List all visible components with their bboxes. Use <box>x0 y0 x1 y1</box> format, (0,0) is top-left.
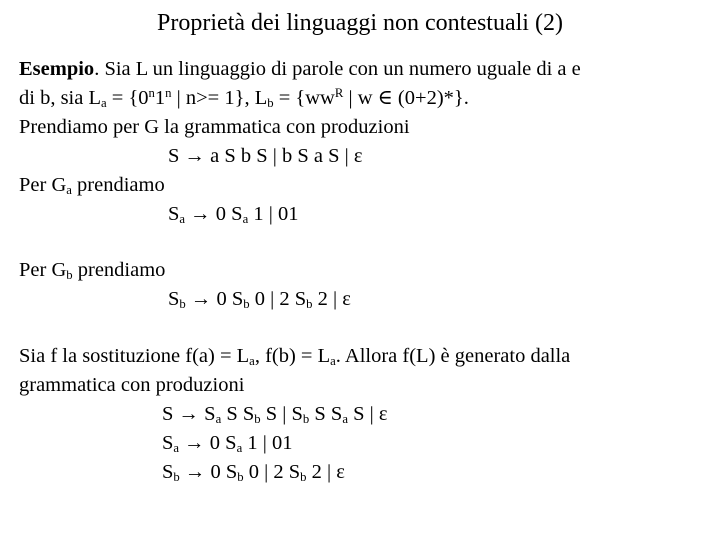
production-g: S → a S b S | b S a S | ε <box>168 145 363 167</box>
per-gb-line: Per $G_b$ prendiamo <box>19 259 166 283</box>
grammar-intro: Prendiamo per G la grammatica con produzioni <box>19 116 410 138</box>
example-label: Esempio <box>19 58 95 80</box>
slide-title: Proprietà dei linguaggi non contestuali (2) <box>157 10 563 36</box>
final-production-2: $S_a \to 0$ $S_a$ 1 | 01 <box>162 432 293 456</box>
substitution-line-1: Sia f la sostituzione $f(a) = L_a$, $f(b) = L_a$. Allora f(L) è generato dalla <box>19 345 571 369</box>
final-production-3: $S_b \to 0$ $S_b$ 0 | 2 $S_b$ 2 | ε <box>162 461 345 485</box>
per-ga-line: Per $G_a$ prendiamo <box>19 174 165 198</box>
example-line-2: di b, sia $L_a = \{0^n1^n$ | n>= 1}, $L_b = \{ww^R$ | w ∈ (0+2)*}. <box>19 86 469 111</box>
production-ga: $S_a \to 0$ $S_a$ 1 | 01 <box>168 203 299 227</box>
final-production-1: $S \to S_a$ S $S_b$ S | $S_b$ S $S_a$ S | ε <box>162 403 388 427</box>
substitution-line-2: grammatica con produzioni <box>19 374 245 396</box>
example-line-1: Esempio. Sia L un linguaggio di parole con un numero uguale di a e <box>19 58 581 80</box>
production-gb: $S_b \to 0$ $S_b$ 0 | 2 $S_b$ 2 | ε <box>168 288 351 312</box>
